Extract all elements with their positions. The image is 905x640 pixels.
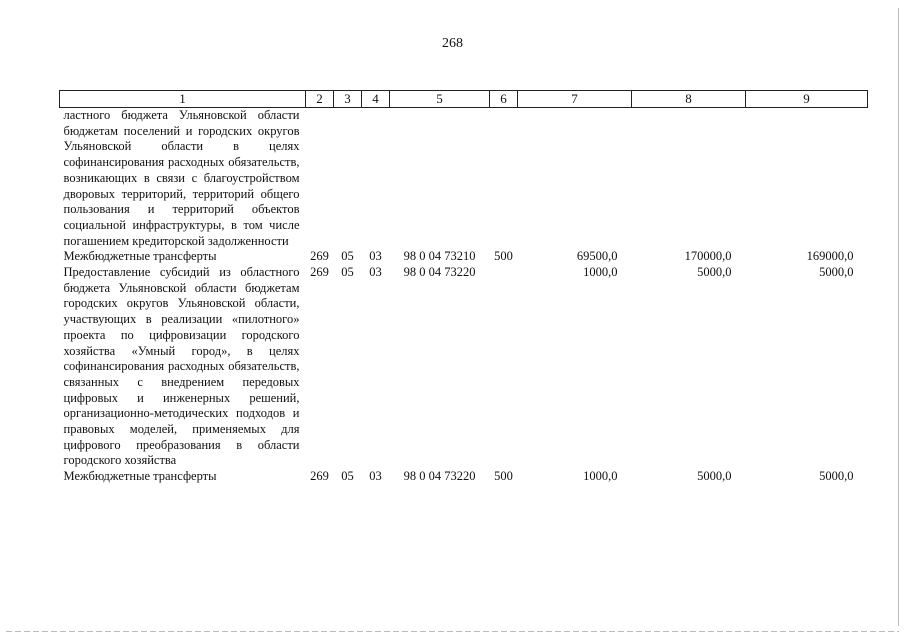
cell-section <box>334 108 362 250</box>
row-description: Межбюджетные трансферты <box>63 249 217 264</box>
cell-subsection: 03 <box>369 265 382 280</box>
cell-subsection: 03 <box>369 469 382 484</box>
column-header-8: 8 <box>632 91 746 108</box>
cell-amount-col7: 1000,0 <box>583 469 618 484</box>
cell-amount-col8 <box>632 108 746 250</box>
table-row <box>60 108 868 250</box>
cell-ministry: 269 <box>310 469 329 484</box>
column-header-1: 1 <box>60 91 306 108</box>
column-header-3: 3 <box>334 91 362 108</box>
table-row <box>60 265 868 469</box>
cell-expense-type: 500 <box>494 249 513 264</box>
cell-amount-col9: 5000,0 <box>819 265 854 280</box>
cell-target-code: 98 0 04 73220 <box>403 469 476 484</box>
cell-amount-col7: 69500,0 <box>576 249 618 264</box>
table-header-row <box>60 91 868 108</box>
cell-expense-type <box>490 108 518 250</box>
cell-ministry: 269 <box>310 249 329 264</box>
budget-table <box>59 90 868 485</box>
cell-target-code: 98 0 04 73210 <box>403 249 476 264</box>
column-header-9: 9 <box>746 91 868 108</box>
cell-ministry: 269 <box>310 265 329 280</box>
cell-expense-type <box>490 265 518 469</box>
page-number: 268 <box>442 36 463 51</box>
cell-amount-col9 <box>746 108 868 250</box>
row-description: Межбюджетные трансферты <box>63 469 217 484</box>
column-header-7: 7 <box>518 91 632 108</box>
cell-ministry <box>306 108 334 250</box>
row-description: Предоставление субсидий из областного бюджета Ульяновской области бюджетам городских округов Ульяновской области, участвующих в реализации «пилотного» проекта по цифровизации городского хозяйства «Умный город», в целях софинансирования расходных обязательств, связанных с внедрением передовых цифровых и инженерных решений, организационно-методических подходов и правовых моделей, применяемых для цифрового преобразования в области городского хозяйства <box>63 265 300 468</box>
cell-amount-col9: 5000,0 <box>819 469 854 484</box>
row-description: ластного бюджета Ульяновской области бюджетам поселений и городских округов Ульяновской области в целях софинансирования расходных обязательств, возникающих в связи с благоустройством дворовых территорий, территорий общего пользования и территорий объектов социальной инфраструктуры, в том числе погашением кредиторской задолженности <box>63 108 300 248</box>
cell-amount-col9: 169000,0 <box>806 249 854 264</box>
cell-subsection <box>362 108 390 250</box>
table-row <box>60 469 868 485</box>
cell-amount-col8: 170000,0 <box>684 249 732 264</box>
cell-expense-type: 500 <box>494 469 513 484</box>
page-edge-bottom <box>6 631 899 632</box>
cell-section: 05 <box>341 249 354 264</box>
column-header-5: 5 <box>390 91 490 108</box>
column-header-2: 2 <box>306 91 334 108</box>
cell-subsection: 03 <box>369 249 382 264</box>
cell-amount-col7: 1000,0 <box>583 265 618 280</box>
page-edge <box>898 8 899 626</box>
cell-section: 05 <box>341 469 354 484</box>
cell-target-code <box>390 108 490 250</box>
column-header-4: 4 <box>362 91 390 108</box>
table-row <box>60 249 868 265</box>
cell-amount-col8: 5000,0 <box>697 469 732 484</box>
cell-target-code: 98 0 04 73220 <box>403 265 476 280</box>
cell-section: 05 <box>341 265 354 280</box>
cell-amount-col7 <box>518 108 632 250</box>
cell-amount-col8: 5000,0 <box>697 265 732 280</box>
column-header-6: 6 <box>490 91 518 108</box>
